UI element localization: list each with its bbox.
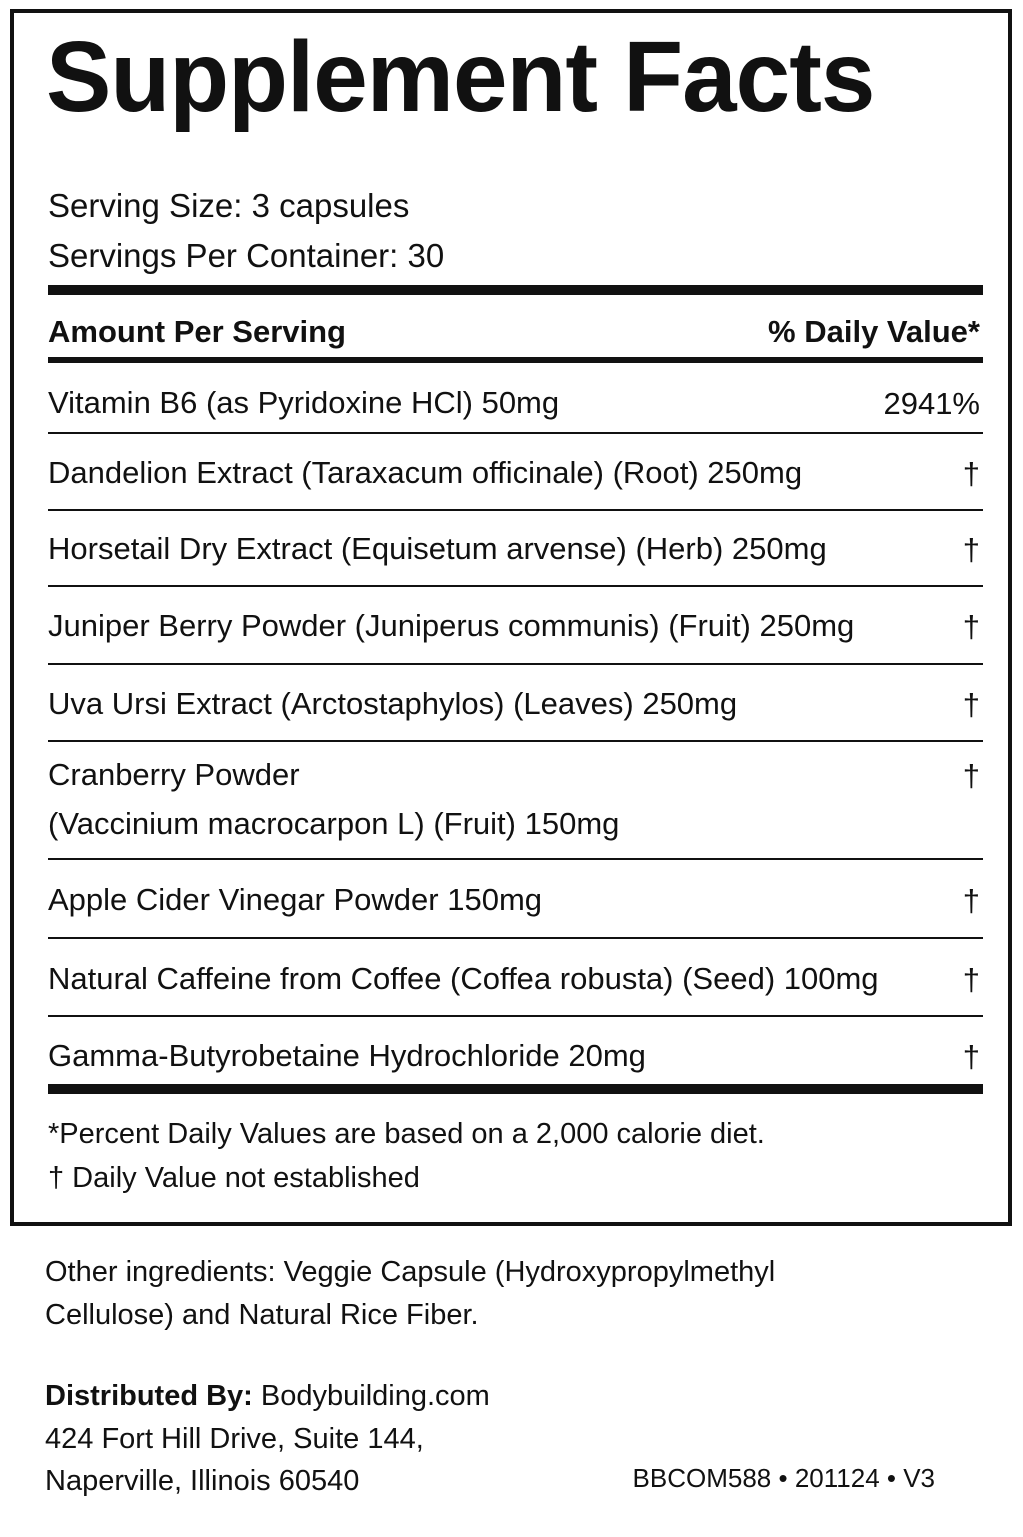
percent-daily-value-note: *Percent Daily Values are based on a 2,000 calorie diet.	[48, 1118, 765, 1150]
supplement-facts-panel	[10, 9, 1012, 1226]
ingredient-name: Horsetail Dry Extract (Equisetum arvense) (Herb) 250mg	[48, 531, 827, 566]
row-divider	[48, 663, 983, 665]
row-divider	[48, 585, 983, 587]
ingredient-daily-value: 2941%	[883, 386, 980, 421]
ingredient-daily-value: †	[962, 1039, 980, 1074]
distributor-label: Distributed By:	[45, 1380, 253, 1412]
row-divider	[48, 509, 983, 511]
distributor-name: Bodybuilding.com	[260, 1380, 490, 1412]
ingredient-daily-value: †	[962, 456, 980, 491]
ingredient-daily-value: †	[962, 883, 980, 918]
daily-value-header: % Daily Value*	[768, 314, 980, 349]
row-divider	[48, 432, 983, 434]
amount-per-serving-header: Amount Per Serving	[48, 314, 346, 349]
ingredient-name-line2: (Vaccinium macrocarpon L) (Fruit) 150mg	[48, 806, 620, 841]
ingredient-name-line1: Cranberry Powder	[48, 757, 300, 792]
servings-per-container: Servings Per Container: 30	[48, 237, 445, 274]
header-rule	[48, 357, 983, 363]
panel-title: Supplement Facts	[46, 21, 875, 133]
thick-rule-top	[48, 285, 983, 295]
ingredient-name: Dandelion Extract (Taraxacum officinale) (Root) 250mg	[48, 455, 803, 490]
ingredient-name: Apple Cider Vinegar Powder 150mg	[48, 882, 543, 917]
ingredient-name: Juniper Berry Powder (Juniperus communis) (Fruit) 250mg	[48, 608, 855, 643]
ingredient-daily-value: †	[962, 758, 980, 793]
product-code: BBCOM588 • 201124 • V3	[632, 1463, 935, 1493]
ingredient-daily-value: †	[962, 962, 980, 997]
thick-rule-bottom	[48, 1084, 983, 1094]
dagger-note: † Daily Value not established	[48, 1162, 420, 1194]
row-divider	[48, 858, 983, 860]
row-divider	[48, 1015, 983, 1017]
ingredient-name: Gamma-Butyrobetaine Hydrochloride 20mg	[48, 1038, 646, 1073]
ingredient-daily-value: †	[962, 609, 980, 644]
ingredient-name: Vitamin B6 (as Pyridoxine HCl) 50mg	[48, 385, 560, 420]
serving-size: Serving Size: 3 capsules	[48, 187, 410, 224]
other-ingredients-line1: Other ingredients: Veggie Capsule (Hydroxypropylmethyl	[45, 1256, 776, 1288]
row-divider	[48, 740, 983, 742]
distributor-line	[45, 1375, 490, 1417]
distributor-address-line2: Naperville, Illinois 60540	[45, 1465, 360, 1497]
ingredient-daily-value: †	[962, 532, 980, 567]
row-divider	[48, 937, 983, 939]
other-ingredients-line2: Cellulose) and Natural Rice Fiber.	[45, 1299, 479, 1331]
ingredient-daily-value: †	[962, 687, 980, 722]
ingredient-name: Uva Ursi Extract (Arctostaphylos) (Leaves) 250mg	[48, 686, 738, 721]
distributor-address-line1: 424 Fort Hill Drive, Suite 144,	[45, 1423, 424, 1455]
ingredient-name: Natural Caffeine from Coffee (Coffea robusta) (Seed) 100mg	[48, 961, 879, 996]
